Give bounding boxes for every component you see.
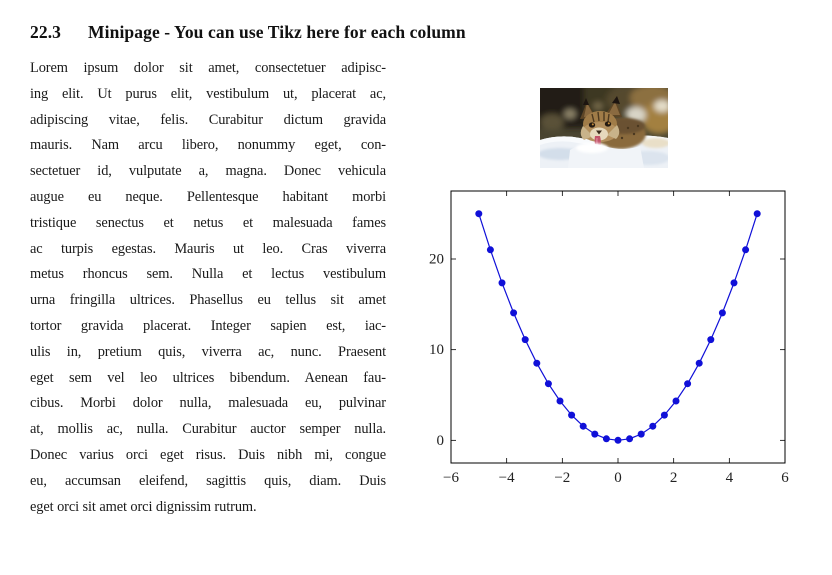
paragraph-line: ac turpis egestas. Mauris ut leo. Cras viverra: [30, 240, 386, 257]
x-tick-label: 2: [669, 470, 678, 486]
y-tick-label: 10: [429, 342, 444, 359]
data-point-marker: [615, 437, 622, 444]
data-point-marker: [742, 246, 749, 253]
paragraph-line: Donec varius orci eget risus. Duis nibh mi, congue: [30, 446, 386, 463]
data-point-marker: [696, 360, 703, 367]
data-point-marker: [487, 246, 494, 253]
y-tick-label: 20: [429, 251, 444, 268]
paragraph-line: ulis in, pretium quis, viverra ac, nunc. Praesent: [30, 343, 386, 360]
data-point-marker: [475, 210, 482, 217]
data-point-marker: [545, 380, 552, 387]
parabola-line: [479, 214, 757, 441]
paragraph-line: ing elit. Ut purus elit, vestibulum ut, placerat ac,: [30, 85, 386, 102]
data-point-marker: [661, 412, 668, 419]
paragraph-line: metus rhoncus sem. Nulla et lectus vestibulum: [30, 266, 386, 283]
data-point-marker: [510, 309, 517, 316]
x-tick-label: 0: [614, 470, 622, 486]
y-tick-label: 0: [436, 432, 444, 449]
paragraph-line: augue eu neque. Pellentesque habitant morbi: [30, 188, 386, 205]
data-point-marker: [638, 431, 645, 438]
paragraph-line: at, mollis ac, nulla. Curabitur auctor semper nulla.: [30, 421, 386, 438]
paragraph-line: tortor gravida placerat. Integer sapien est, iac-: [30, 317, 386, 334]
x-tick-label: 6: [781, 470, 789, 486]
data-point-marker: [754, 210, 761, 217]
section-title: Minipage - You can use Tikz here for each column: [88, 22, 466, 42]
data-point-marker: [591, 431, 598, 438]
section-heading: [30, 22, 466, 43]
paragraph-line: cibus. Morbi dolor nulla, malesuada eu, pulvinar: [30, 395, 386, 412]
paragraph-line: eget sem vel leo ultrices bibendum. Aenean fau-: [30, 369, 386, 386]
paragraph-line: urna fringilla ultrices. Phasellus eu tellus sit amet: [30, 292, 386, 309]
body-paragraph: [30, 56, 386, 520]
paragraph-line: Lorem ipsum dolor sit amet, consectetuer adipisc-: [30, 60, 386, 76]
plot-frame: [451, 191, 785, 463]
x-tick-label: 4: [725, 470, 734, 486]
data-point-marker: [707, 336, 714, 343]
data-point-marker: [499, 279, 506, 286]
paragraph-line: eu, accumsan eleifend, sagittis quis, diam. Duis: [30, 472, 386, 489]
paragraph-line: eget orci sit amet orci dignissim rutrum.: [30, 498, 257, 515]
data-point-marker: [673, 398, 680, 405]
data-point-marker: [568, 412, 575, 419]
data-point-marker: [731, 279, 738, 286]
data-point-marker: [603, 435, 610, 442]
x-tick-label: −2: [554, 470, 571, 486]
lynx-photo: [540, 88, 668, 168]
data-point-marker: [626, 435, 633, 442]
data-point-marker: [580, 423, 587, 430]
data-point-marker: [649, 423, 656, 430]
data-point-marker: [719, 309, 726, 316]
x-tick-label: −6: [443, 470, 459, 486]
data-point-marker: [533, 360, 540, 367]
paragraph-line: adipiscing vitae, felis. Curabitur dictum gravida: [30, 111, 386, 128]
paragraph-line: mauris. Nam arcu libero, nonummy eget, con-: [30, 137, 386, 154]
x-tick-label: −4: [498, 470, 515, 486]
paragraph-line: tristique senectus et netus et malesuada fames: [30, 214, 386, 231]
paragraph-line: sectetuer id, vulputate a, magna. Donec vehicula: [30, 163, 386, 180]
data-point-marker: [522, 336, 529, 343]
data-point-marker: [557, 398, 564, 405]
lynx-photo-illustration: [540, 88, 668, 168]
parabola-chart: [427, 185, 799, 497]
data-point-marker: [684, 380, 691, 387]
section-number: 22.3: [30, 22, 62, 42]
